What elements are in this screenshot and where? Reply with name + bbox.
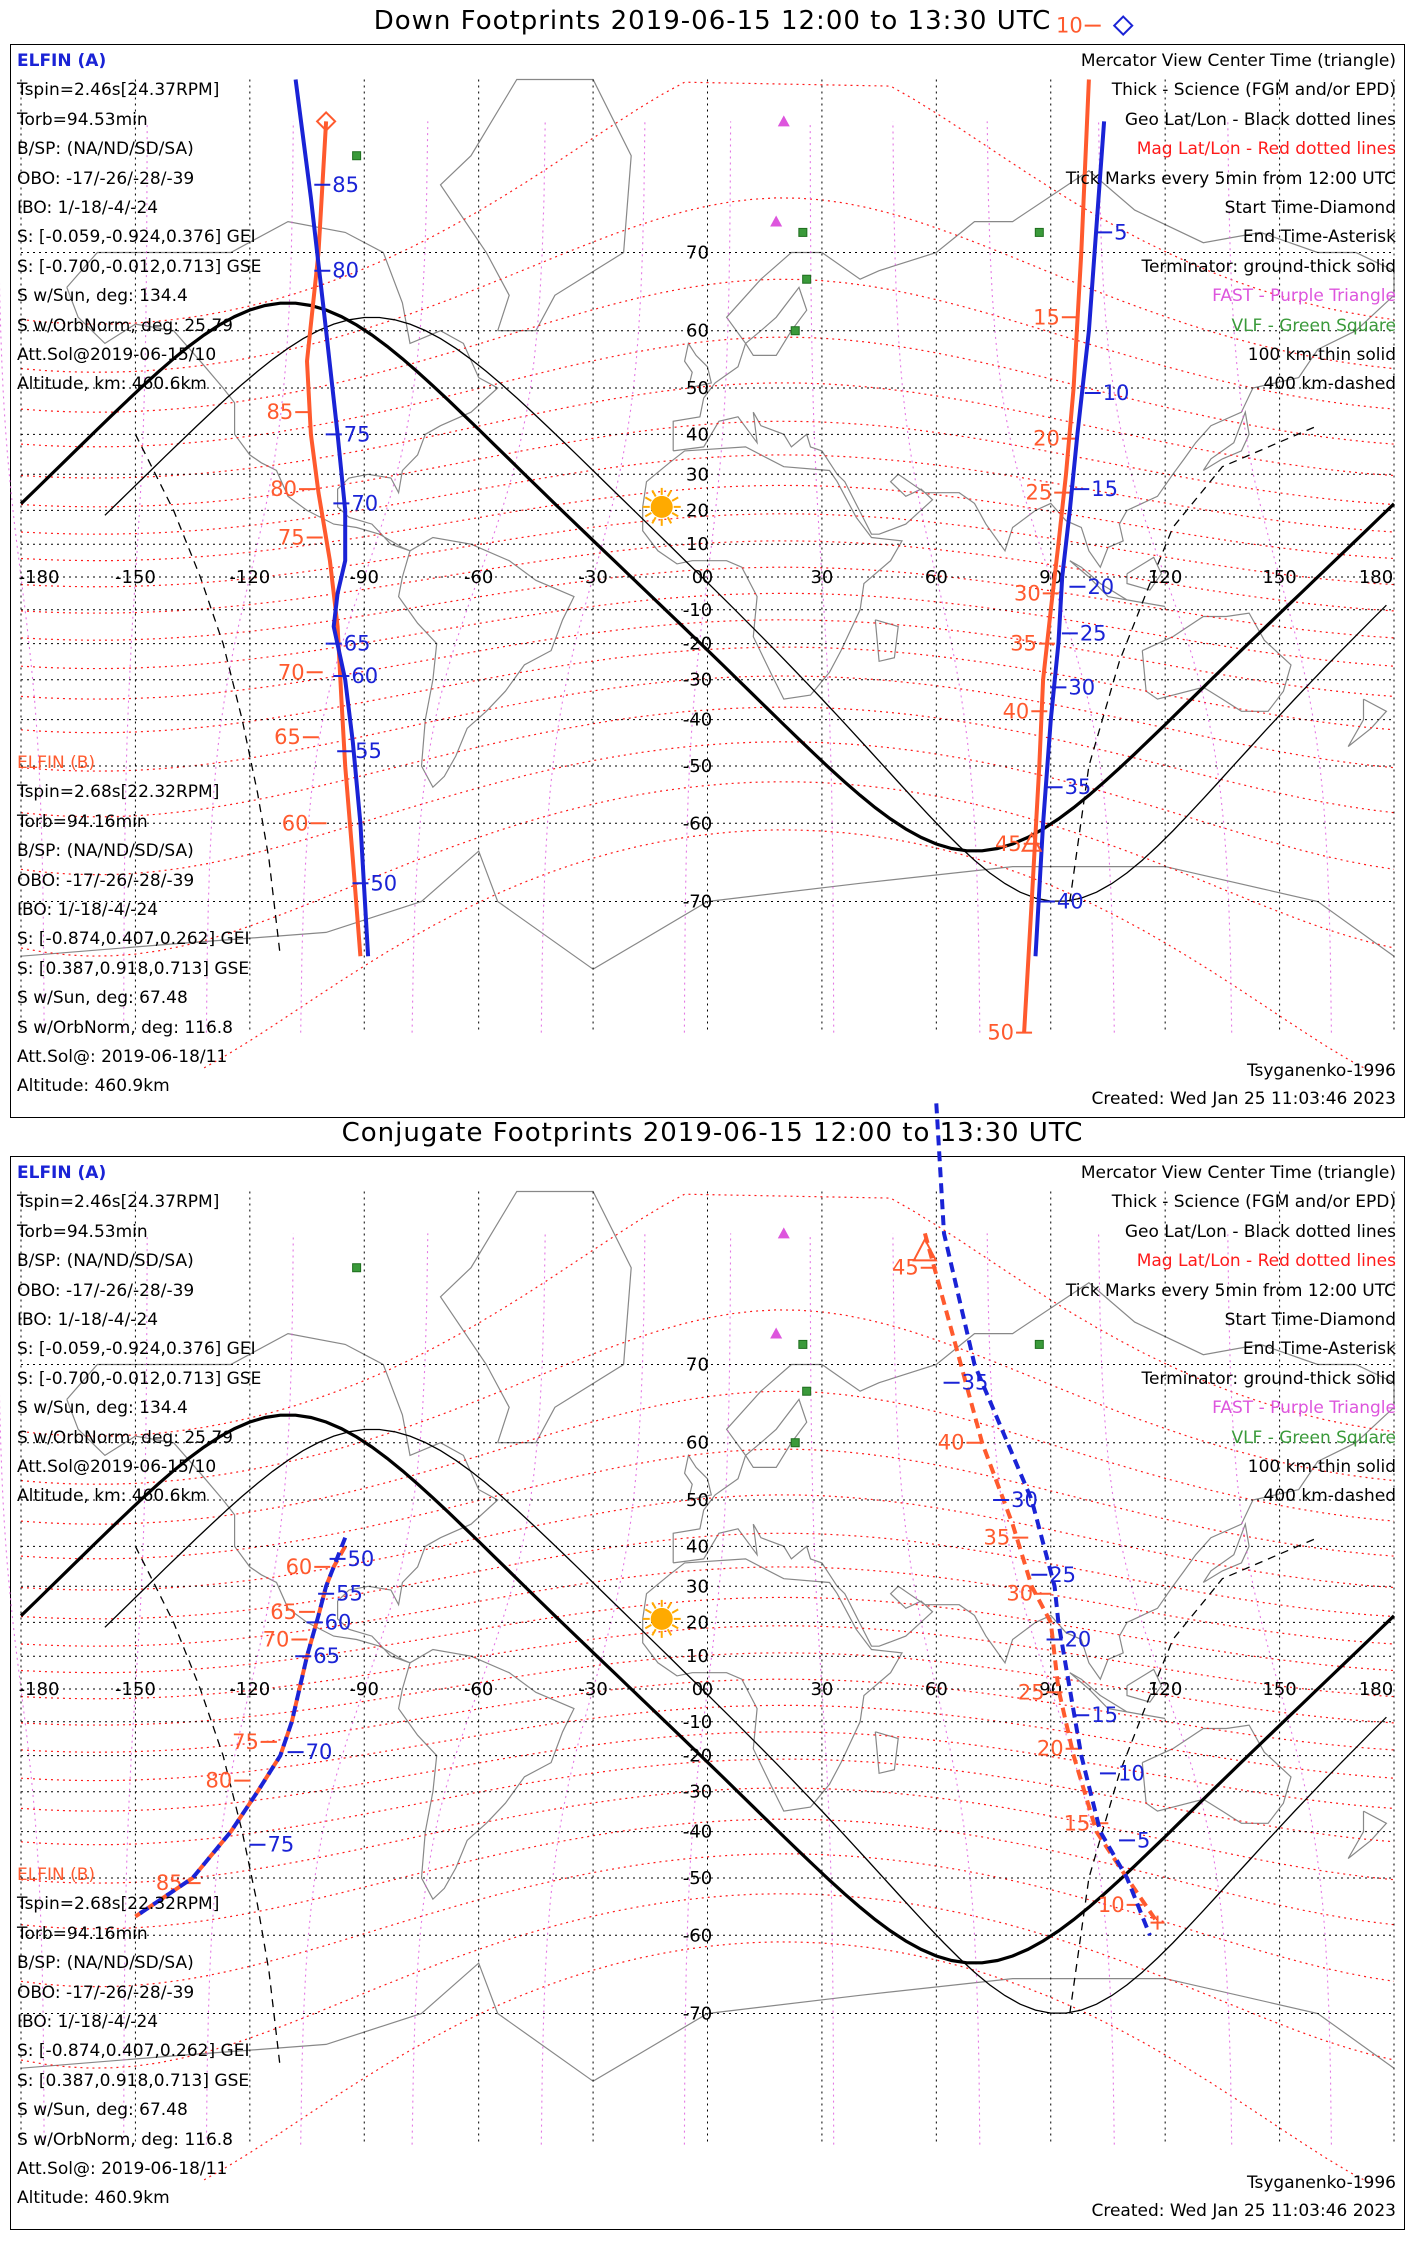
coastline	[1142, 1725, 1291, 1823]
coastline	[875, 620, 898, 662]
track-tick-label: 10	[1055, 13, 1083, 38]
legend-item: Geo Lat/Lon - Black dotted lines	[1124, 109, 1396, 130]
track-tick-label: 85	[266, 400, 294, 425]
track-tick-label: 80	[270, 477, 298, 502]
lon-label: -150	[114, 567, 156, 588]
track-tick-label: 75	[343, 422, 371, 447]
vlf-square	[1035, 228, 1043, 236]
coastline	[643, 1559, 902, 1811]
elfin-a-line: S w/Sun, deg: 134.4	[17, 286, 188, 307]
lon-label: -60	[463, 1679, 494, 1700]
lon-label: -150	[114, 1679, 156, 1700]
elfin-a-line: Tspin=2.46s[24.37RPM]	[17, 1192, 220, 1213]
elfin-b-info-2	[17, 1861, 249, 2214]
elfin-b-line: Tspin=2.68s[22.32RPM]	[17, 1894, 220, 1915]
legend-item: 100 km-thin solid	[1247, 345, 1396, 366]
elfin-a-line: B/SP: (NA/ND/SD/SA)	[17, 139, 194, 160]
terminator-100km	[105, 1430, 1387, 2014]
coastline	[1348, 1811, 1386, 1858]
track-tick-label: 60	[351, 663, 379, 688]
lat-label: 0	[691, 1679, 704, 1700]
track-tick-label: 65	[343, 631, 371, 656]
elfin-b-line: Torb=94.16min	[17, 811, 148, 832]
elfin-a-line: IBO: 1/-18/-4/-24	[17, 198, 159, 219]
track-tick-label: 50	[370, 871, 398, 896]
lat-label: -20	[682, 633, 713, 655]
lat-label: 70	[686, 1354, 709, 1376]
elfin-a-line: S: [-0.700,-0.012,0.713] GSE	[17, 256, 262, 277]
track-tick-label: 5	[1114, 220, 1128, 245]
lat-label: 30	[686, 1576, 709, 1598]
elfin-a-line: Att.Sol@2019-06-15/10	[17, 345, 217, 366]
lat-label: 60	[686, 1432, 709, 1454]
lat-label: -40	[682, 1821, 713, 1843]
lon-label: 180	[1358, 567, 1394, 588]
track-tick-label: 35	[1010, 631, 1037, 656]
sun-ray	[672, 1609, 678, 1613]
track-tick-label: 30	[1068, 675, 1096, 700]
lon-label: 90	[1039, 567, 1063, 588]
legend-item: Start Time-Diamond	[1224, 1310, 1396, 1331]
fast-triangle	[770, 216, 782, 227]
lat-label: -10	[682, 1711, 713, 1733]
track-tick-label: 40	[937, 1430, 965, 1455]
elfin-a-line: Altitude, km: 460.6km	[17, 1486, 207, 1507]
elfin-a-line: S: [-0.059,-0.924,0.376] GEI	[17, 227, 256, 248]
lon-label: -120	[229, 567, 271, 588]
lat-label: -30	[682, 669, 713, 691]
sun-ray	[668, 1629, 672, 1635]
model-label: Tsyganenko-1996	[1246, 1061, 1396, 1081]
legend-item: 400 km-dashed	[1263, 374, 1396, 395]
lat-label: -50	[682, 755, 713, 777]
track-tick-label: 75	[277, 525, 305, 550]
elfin-a-line: Torb=94.53min	[17, 109, 148, 130]
sun-ray	[652, 490, 656, 496]
elfin-a-track	[135, 1538, 345, 1917]
lon-label: 150	[1262, 567, 1297, 588]
elfin-a-line: S w/OrbNorm, deg: 25.79	[17, 315, 234, 336]
lon-label: 150	[1262, 1679, 1297, 1700]
legend-item: Mercator View Center Time (triangle)	[1080, 1163, 1396, 1183]
track-tick-label: 70	[277, 660, 305, 685]
lon-label: -90	[349, 567, 379, 588]
lon-label: 30	[810, 567, 834, 588]
coastline	[1142, 613, 1291, 711]
elfin-b-info-1	[17, 749, 249, 1102]
track-tick-label: 60	[285, 1554, 313, 1579]
elfin-b-line: S w/OrbNorm, deg: 116.8	[17, 2129, 234, 2150]
lon-label: 0	[701, 1679, 714, 1700]
coastline	[746, 1399, 807, 1467]
track-tick-label: 10	[1102, 381, 1130, 406]
elfin-a-line: Att.Sol@2019-06-15/10	[17, 1457, 217, 1478]
elfin-b-line: S w/Sun, deg: 67.48	[17, 988, 188, 1009]
track-tick-label: 85	[332, 172, 360, 197]
legend-item: Start Time-Diamond	[1224, 198, 1396, 219]
legend-item: Mag Lat/Lon - Red dotted lines	[1136, 1251, 1396, 1272]
track-tick-label: 70	[305, 1740, 333, 1765]
sun-ray	[668, 517, 672, 523]
elfin-a-line: Altitude, km: 460.6km	[17, 374, 207, 395]
lat-label: -30	[682, 1781, 713, 1803]
track-tick-label: 45	[891, 1255, 919, 1280]
lat-label: 50	[686, 378, 709, 400]
coastline	[441, 1192, 632, 1443]
legend-item: FAST - Purple Triangle	[1212, 1398, 1396, 1419]
mag-lat-line	[204, 1942, 1371, 2184]
lon-label: -180	[18, 567, 60, 588]
sun-ray	[672, 497, 678, 501]
track-tick-label: 35	[983, 1525, 1011, 1550]
lon-label: 30	[810, 1679, 834, 1700]
legend-item: Mercator View Center Time (triangle)	[1080, 51, 1396, 71]
lat-label: -20	[682, 1745, 713, 1767]
track-tick-label: 10	[1097, 1892, 1125, 1917]
track-tick-label: 50	[347, 1546, 375, 1571]
sun-ray	[652, 1602, 656, 1608]
legend-item: 400 km-dashed	[1263, 1486, 1396, 1507]
legend-item: FAST - Purple Triangle	[1212, 286, 1396, 307]
elfin-a-line: S: [-0.059,-0.924,0.376] GEI	[17, 1339, 256, 1360]
vlf-square	[1035, 1340, 1043, 1348]
elfin-a-line: S w/Sun, deg: 134.4	[17, 1398, 188, 1419]
sun-ray	[645, 497, 651, 501]
created-label: Created: Wed Jan 25 11:03:46 2023	[1091, 2201, 1396, 2221]
lat-label: -70	[682, 891, 713, 913]
lat-label: -50	[682, 1867, 713, 1889]
track-tick-label: 30	[1011, 1488, 1038, 1513]
vlf-square	[799, 228, 807, 236]
elfin-a-line: S: [-0.700,-0.012,0.713] GSE	[17, 1368, 262, 1389]
vlf-square	[803, 275, 811, 283]
coastline	[441, 80, 632, 331]
track-tick-label: 55	[336, 1581, 363, 1606]
elfin-a-line: Torb=94.53min	[17, 1221, 148, 1242]
panel-2-map	[10, 1156, 1405, 2230]
track-tick-label: 65	[313, 1644, 340, 1669]
track-tick-label: 35	[961, 1370, 989, 1395]
lat-label: -10	[682, 599, 713, 621]
track-tick-label: 60	[324, 1610, 352, 1635]
track-tick-label: 15	[1091, 477, 1118, 502]
track-tick-label: 10	[1117, 1761, 1145, 1786]
model-label: Tsyganenko-1996	[1246, 2173, 1396, 2193]
elfin-a-header: ELFIN (A)	[17, 1163, 107, 1183]
elfin-a-line: OBO: -17/-26/-28/-39	[17, 168, 195, 189]
legend-item: VLF - Green Square	[1231, 1427, 1396, 1448]
track-tick-label: 30	[1014, 581, 1041, 606]
legend-item: Tick Marks every 5min from 12:00 UTC	[1065, 168, 1396, 189]
lat-label: -70	[682, 2003, 713, 2025]
track-tick-label: 25	[1025, 480, 1053, 505]
track-tick-label: 85	[155, 1871, 183, 1896]
lat-label: 10	[686, 1646, 709, 1668]
lon-label: 0	[701, 567, 714, 588]
legend-2	[1066, 1159, 1396, 1512]
track-tick-label: 20	[1036, 1736, 1064, 1761]
elfin-b-line: OBO: -17/-26/-28/-39	[17, 1982, 195, 2003]
legend-item: End Time-Asterisk	[1242, 227, 1396, 248]
lon-label: 180	[1358, 1679, 1394, 1700]
elfin-a-info-1	[17, 47, 261, 400]
legend-item: Tick Marks every 5min from 12:00 UTC	[1065, 1280, 1396, 1301]
lon-label: -30	[578, 1679, 608, 1700]
elfin-b-line: Torb=94.16min	[17, 1923, 148, 1944]
track-tick-label: 80	[332, 258, 360, 283]
track-tick-label: 75	[267, 1832, 295, 1857]
lon-label: 120	[1147, 567, 1183, 588]
elfin-b-line: B/SP: (NA/ND/SD/SA)	[17, 1953, 194, 1974]
elfin-b-line: S: [-0.874,0.407,0.262] GEI	[17, 2041, 250, 2062]
lon-label: 120	[1147, 1679, 1183, 1700]
legend-item: Mag Lat/Lon - Red dotted lines	[1136, 139, 1396, 160]
vlf-square	[791, 1439, 799, 1447]
lon-label: -60	[463, 567, 494, 588]
legend-item: Terminator: ground-thick solid	[1141, 256, 1396, 277]
track-tick-label: 75	[232, 1729, 259, 1754]
elfin-a-line: B/SP: (NA/ND/SD/SA)	[17, 1251, 194, 1272]
track-tick-label: 35	[1064, 775, 1092, 800]
coastline	[643, 447, 902, 699]
track-tick-label: 25	[1017, 1680, 1045, 1705]
track-tick-label: 65	[270, 1599, 298, 1624]
sun-ray	[645, 1609, 651, 1613]
sun-ray	[645, 513, 651, 517]
elfin-b-line: Altitude: 460.9km	[17, 1076, 170, 1097]
lat-label: -60	[682, 1925, 713, 1947]
lat-label: 70	[686, 242, 709, 264]
lat-label: 50	[686, 1490, 709, 1512]
elfin-b-header: ELFIN (B)	[17, 1865, 96, 1885]
sun-ray	[668, 490, 672, 496]
track-tick-label: 5	[1137, 1828, 1151, 1853]
lat-label: 10	[686, 534, 709, 556]
track-tick-label: 25	[1079, 621, 1107, 646]
track-tick-label: 50	[987, 1020, 1015, 1045]
elfin-b-line: S: [0.387,0.918,0.713] GSE	[17, 2070, 250, 2091]
lon-label: 60	[924, 567, 948, 588]
created-label: Created: Wed Jan 25 11:03:46 2023	[1091, 1089, 1396, 1109]
track-tick-label: 15	[1063, 1811, 1091, 1836]
vlf-square	[803, 1387, 811, 1395]
lat-label: 20	[686, 500, 709, 522]
legend-item: Thick - Science (FGM and/or EPD)	[1111, 80, 1396, 101]
lat-label: -60	[682, 813, 713, 835]
elfin-b-line: S w/OrbNorm, deg: 116.8	[17, 1017, 234, 1038]
mag-lat-line	[204, 830, 1371, 1072]
fast-triangle	[770, 1328, 782, 1339]
vlf-square	[353, 1264, 361, 1272]
elfin-b-line: Altitude: 460.9km	[17, 2188, 170, 2209]
lon-label: 90	[1039, 1679, 1063, 1700]
footer-1	[1091, 1057, 1396, 1113]
track-tick-label: 40	[1002, 699, 1030, 724]
sun-icon	[651, 496, 673, 518]
coastline	[875, 1732, 898, 1774]
fast-triangle	[778, 115, 790, 126]
elfin-b-line: OBO: -17/-26/-28/-39	[17, 870, 195, 891]
sun-ray	[672, 513, 678, 517]
legend-item: Thick - Science (FGM and/or EPD)	[1111, 1192, 1396, 1213]
lat-label: 30	[686, 464, 709, 486]
panel-2-title: Conjugate Footprints 2019-06-15 12:00 to 13:30 UTC	[341, 1118, 1084, 1148]
track-tick-label: 70	[262, 1627, 290, 1652]
footer-2	[1091, 2169, 1396, 2225]
lon-label: -120	[229, 1679, 271, 1700]
track-tick-label: 55	[355, 739, 382, 764]
track-tick-label: 15	[1033, 305, 1060, 330]
track-tick-label: 20	[1087, 574, 1115, 599]
elfin-b-line: Tspin=2.68s[22.32RPM]	[17, 782, 220, 803]
coastline	[1348, 699, 1386, 746]
lat-label: 40	[686, 1536, 709, 1558]
elfin-a-line: OBO: -17/-26/-28/-39	[17, 1280, 195, 1301]
legend-1	[1066, 47, 1396, 400]
legend-item: Geo Lat/Lon - Black dotted lines	[1124, 1221, 1396, 1242]
legend-item: 100 km-thin solid	[1247, 1457, 1396, 1478]
lat-label: 0	[691, 567, 704, 588]
track-tick-label: 65	[274, 725, 301, 750]
elfin-b-line: IBO: 1/-18/-4/-24	[17, 2012, 159, 2033]
vlf-square	[791, 327, 799, 335]
legend-item: Terminator: ground-thick solid	[1141, 1368, 1396, 1389]
elfin-b-line: Att.Sol@: 2019-06-18/11	[17, 1047, 228, 1068]
track-tick-label: 20	[1033, 426, 1060, 451]
elfin-a-line: S w/OrbNorm, deg: 25.79	[17, 1427, 234, 1448]
terminator-400km	[1070, 1538, 1318, 2014]
elfin-b-line: Att.Sol@: 2019-06-18/11	[17, 2159, 228, 2180]
track-tick-label: 80	[205, 1768, 233, 1793]
sun-ray	[672, 1625, 678, 1629]
lat-label: 40	[686, 424, 709, 446]
elfin-a-info-2	[17, 1159, 261, 1512]
sun-ray	[668, 1602, 672, 1608]
lat-label: -40	[682, 709, 713, 731]
elfin-a-line: IBO: 1/-18/-4/-24	[17, 1310, 159, 1331]
coastline	[746, 287, 807, 355]
panel-1-title: Down Footprints 2019-06-15 12:00 to 13:30 UTC	[373, 6, 1052, 36]
lat-label: 20	[686, 1612, 709, 1634]
elfin-b-line: IBO: 1/-18/-4/-24	[17, 900, 159, 921]
lon-label: -30	[578, 567, 608, 588]
track-tick-label: 20	[1064, 1627, 1092, 1652]
lon-label: 60	[924, 1679, 948, 1700]
track-tick-label: 30	[1006, 1581, 1034, 1606]
track-tick-label: 45	[994, 831, 1022, 856]
elfin-b-line: B/SP: (NA/ND/SD/SA)	[17, 841, 194, 862]
elfin-b-line: S: [-0.874,0.407,0.262] GEI	[17, 929, 250, 950]
track-tick-label: 70	[351, 491, 379, 516]
vlf-square	[799, 1340, 807, 1348]
lat-label: 60	[686, 320, 709, 342]
legend-item: VLF - Green Square	[1231, 315, 1396, 336]
lon-label: -90	[349, 1679, 379, 1700]
legend-item: End Time-Asterisk	[1242, 1339, 1396, 1360]
track-tick-label: 25	[1049, 1562, 1077, 1587]
fast-triangle	[778, 1227, 790, 1238]
lon-label: -180	[18, 1679, 60, 1700]
elfin-b-header: ELFIN (B)	[17, 753, 96, 773]
track-tick-label: 60	[281, 811, 309, 836]
sun-icon	[651, 1608, 673, 1630]
vlf-square	[353, 152, 361, 160]
track-tick-label: 15	[1091, 1703, 1118, 1728]
sun-ray	[645, 1625, 651, 1629]
elfin-a-line: Tspin=2.46s[24.37RPM]	[17, 80, 220, 101]
elfin-a-header: ELFIN (A)	[17, 51, 107, 71]
elfin-b-line: S: [0.387,0.918,0.713] GSE	[17, 958, 250, 979]
track-tick-label: 40	[1056, 889, 1084, 914]
elfin-b-line: S w/Sun, deg: 67.48	[17, 2100, 188, 2121]
